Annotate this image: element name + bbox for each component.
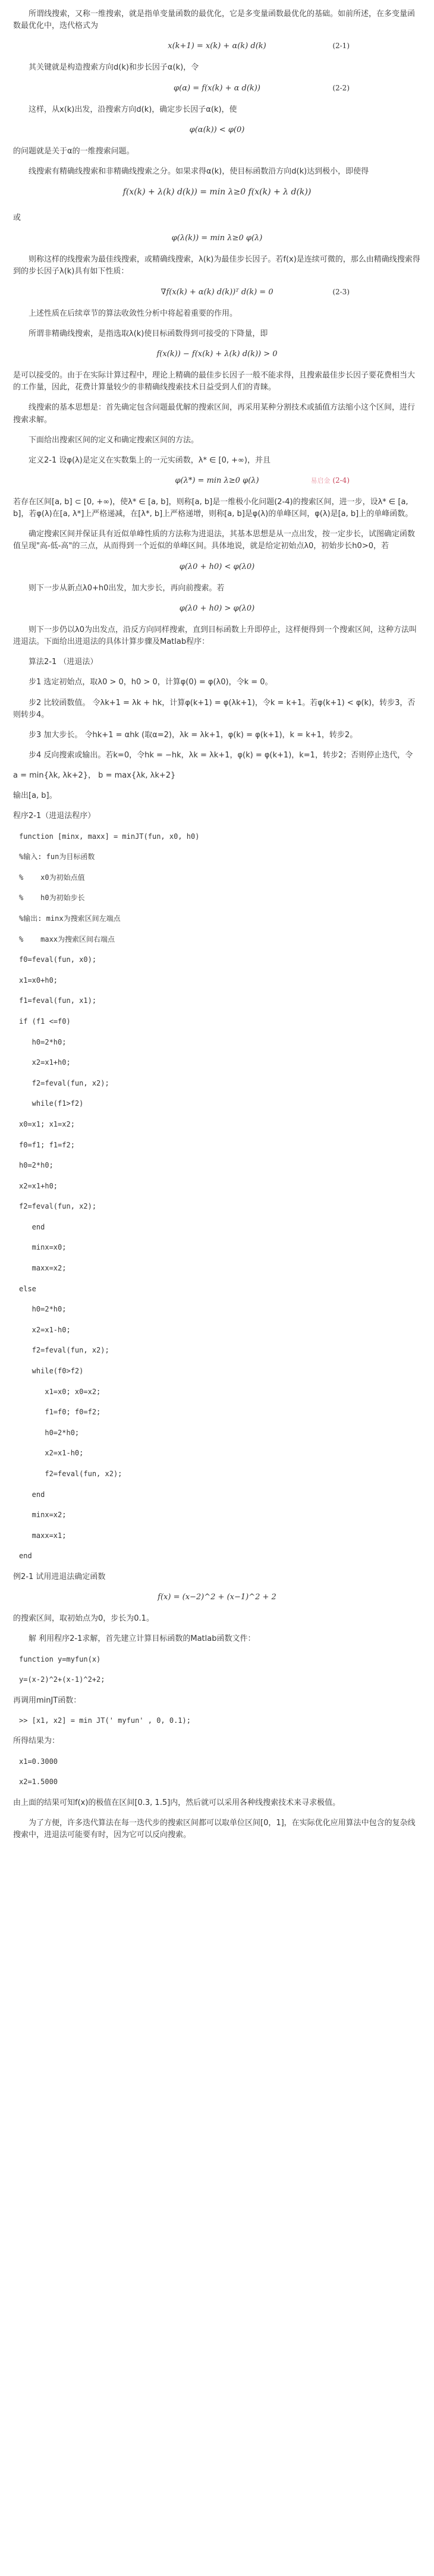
code-line: f2=feval(fun, x2);: [19, 1202, 97, 1211]
code-line: f2=feval(fun, x2);: [19, 1346, 109, 1355]
formula: [13, 186, 421, 199]
algorithm-step: 步3 加大步长。 令hk+1 = αhk (取α=2)，λk = λk+1，φ(k) = φ(k+1)，k = k+1，转步2。: [29, 730, 358, 740]
code-line: else: [19, 1284, 36, 1293]
code-line: end: [19, 1490, 45, 1499]
program-title: 程序2-1（进退法程序）: [13, 812, 96, 821]
code-line: f2=feval(fun, x2);: [19, 1470, 122, 1478]
algorithm-step: 步1 选定初始点，取λ0 > 0，h0 > 0，计算φ(0) = φ(λ0)，令k = 0。: [29, 678, 273, 687]
code-line: f0=f1; f1=f2;: [19, 1140, 75, 1149]
formula: [13, 348, 421, 360]
code-line: h0=2*h0;: [19, 1428, 80, 1437]
code-line: % x0为初始点值: [19, 873, 85, 882]
code-line: y=(x-2)^2+(x-1)^2+2;: [19, 1675, 105, 1684]
code-line: h0=2*h0;: [19, 1305, 67, 1314]
formula-body: φ(λ0 + h0) < φ(λ0): [179, 562, 255, 571]
paragraph: 或: [13, 213, 21, 222]
algorithm-step: 步4 反向搜索或输出。若k=0，令hk = −hk，λk = λk+1，φ(k) = φ(k+1)，k=1，转步2；否则停止迭代，令: [29, 751, 413, 760]
code-line: f1=f0; f0=f2;: [19, 1408, 101, 1417]
code-line: x2=x1-h0;: [19, 1449, 84, 1458]
code-line: f1=feval(fun, x1);: [19, 996, 97, 1005]
paragraph: 是可以接受的。由于在实际计算过程中，理论上精确的最佳步长因子一般不能求得，且搜索最佳步长因子要花费相当大的工作量，因此，花费计算量较少的非精确线搜索技术日益受到人们的青睐。: [13, 371, 416, 392]
paragraph: 解 利用程序2-1求解，首先建立计算目标函数的Matlab函数文件：: [29, 1634, 256, 1644]
code-line: maxx=x1;: [19, 1531, 67, 1540]
paragraph: 所谓非精确线搜索，是指选取λ(k)使目标函数得到可接受的下降量，即: [29, 329, 268, 338]
formula-body: φ(λ0 + h0) > φ(λ0): [179, 603, 255, 613]
algorithm-output: a = min{λk, λk+2}， b = max{λk, λk+2}: [13, 771, 176, 781]
code-line: if (f1 <=f0): [19, 1017, 71, 1026]
example-title: 例2-1 试用进退法确定函数: [13, 1572, 106, 1581]
formula-body: φ(λ*) = min λ≥0 φ(λ): [175, 476, 259, 485]
formula: [13, 475, 421, 487]
result-line: x1=0.3000: [19, 1757, 58, 1766]
paragraph: 由上面的结果可知f(x)的极值在区间[0.3, 1.5]内，然后就可以采用各种线搜索技术来寻求极值。: [13, 1798, 341, 1807]
paragraph: 所得结果为：: [13, 1737, 60, 1746]
formula: [13, 232, 421, 244]
code-line: while(f0>f2): [19, 1367, 84, 1376]
code-line: % h0为初始步长: [19, 894, 85, 902]
code-line: f2=feval(fun, x2);: [19, 1078, 109, 1087]
code-line: x2=x1-h0;: [19, 1325, 71, 1334]
code-line: h0=2*h0;: [19, 1037, 67, 1046]
equation-number: [307, 475, 350, 486]
paragraph: 若存在区间[a, b] ⊂ [0, +∞)，使λ* ∈ [a, b]，则称[a, b]是一维极小化问题(2-4)的搜索区间，进一步，设λ* ∈ [a, b]，若φ(λ)在[a, λ*]上严格递减，在[λ*, b]上严格递增，则称[a, b]是φ(λ)的单峰区间，φ(λ)是[a, b]上的单峰函数。: [13, 498, 413, 519]
equation-number: (2-3): [332, 287, 350, 296]
formula-body: f(x(k)) − f(x(k) + λ(k) d(k)) > 0: [156, 349, 278, 358]
code-line: function y=myfun(x): [19, 1655, 101, 1663]
paragraph: 定义2-1 设φ(λ)是定义在实数集上的一元实函数，λ* ∈ [0, +∞)，并且: [29, 455, 271, 465]
paragraph: 则称这样的线搜索为最佳线搜索，或精确线搜索，λ(k)为最佳步长因子。若f(x)是连续可微的，那么由精确线搜索得到的步长因子λ(k)具有如下性质：: [13, 255, 420, 276]
paragraph: 线搜索有精确线搜索和非精确线搜索之分。如果求得α(k)，使目标函数沿方向d(k)达到极小，即使得: [29, 167, 369, 177]
code-listing: [13, 831, 421, 1562]
algorithm-step: 步2 比较函数值。 令λk+1 = λk + hk，计算φ(k+1) = φ(λk+1)，令k = k+1。若φ(k+1) < φ(k)，转步3，否则转步4。: [13, 698, 416, 719]
formula: [13, 1591, 421, 1603]
formula: [13, 124, 421, 136]
code-line: end: [19, 1552, 32, 1561]
code-line: minx=x0;: [19, 1243, 67, 1252]
formula: [13, 561, 421, 573]
code-line: while(f1>f2): [19, 1099, 84, 1108]
code-line: maxx=x2;: [19, 1264, 67, 1273]
code-line: % maxx为搜索区间右端点: [19, 935, 115, 943]
paragraph: 上述性质在后续章节的算法收敛性分析中将起着重要的作用。: [29, 309, 238, 318]
watermark: 易启金: [310, 476, 331, 485]
code-line: x2=x1+h0;: [19, 1181, 58, 1190]
formula: [13, 287, 421, 298]
result-line: x2=1.5000: [19, 1778, 58, 1786]
paragraph: 再调用minJT函数：: [13, 1696, 81, 1705]
code-line: minx=x2;: [19, 1511, 67, 1520]
equation-number: (2-2): [332, 83, 350, 92]
code-line: x1=x0; x0=x2;: [19, 1387, 101, 1396]
code-line: x2=x1+h0;: [19, 1058, 71, 1067]
formula-body: f(x) = (x−2)^2 + (x−1)^2 + 2: [158, 1593, 276, 1602]
paragraph: 为了方便，许多迭代算法在每一迭代步的搜索区间都可以取单位区间[0，1]，在实际优化应用算法中包含的复杂线搜索中，进退法可能要有时，因为它可以反向搜索。: [13, 1818, 416, 1840]
paragraph: 这样，从x(k)出发，沿搜索方向d(k)，确定步长因子α(k)，使: [29, 105, 237, 114]
code-line: function [minx, maxx] = minJT(fun, x0, h0): [19, 832, 200, 841]
formula: [13, 603, 421, 615]
code-line: x0=x1; x1=x2;: [19, 1119, 75, 1128]
code-line: %输入: fun为目标函数: [19, 853, 95, 861]
formula-body: φ(λ(k)) = min λ≥0 φ(λ): [171, 234, 263, 243]
paragraph: 则下一步从新点λ0+h0出发，加大步长，再向前搜索。若: [29, 583, 225, 593]
formula-body: φ(α) = f(x(k) + α d(k)): [174, 83, 260, 93]
paragraph: 其关键就是构造搜索方向d(k)和步长因子α(k)，令: [29, 63, 199, 73]
code-line: end: [19, 1222, 45, 1231]
paragraph: 线搜索的基本思想是：首先确定包含问题最优解的搜索区间，再采用某种分割技术或插值方法缩小这个区间，进行搜索求解。: [13, 403, 416, 424]
formula-body: f(x(k) + λ(k) d(k)) = min λ≥0 f(x(k) + λ d(k)): [122, 187, 312, 197]
paragraph: 的问题就是关于α的一维搜索问题。: [13, 146, 134, 156]
code-line: h0=2*h0;: [19, 1161, 54, 1170]
algorithm-output: 输出[a, b]。: [13, 791, 57, 801]
paragraph: 的搜索区间，取初始点为0，步长为0.1。: [13, 1614, 154, 1624]
formula-body: x(k+1) = x(k) + α(k) d(k): [168, 42, 266, 51]
equation-number: (2-1): [332, 42, 350, 51]
formula: [13, 83, 421, 95]
formula-body: ∇f(x(k) + α(k) d(k))ᵀ d(k) = 0: [161, 287, 273, 297]
code-line: x1=x0+h0;: [19, 976, 58, 985]
paragraph: 确定搜索区间并保证具有近似单峰性质的方法称为进退法，其基本思想是从一点出发，按一定步长，试图确定函数值呈现"高-低-高"的三点，从而得到一个近似的单峰区间。具体地说，就是给定初始点λ0，初始步长h0>0，若: [13, 530, 416, 551]
formula: [13, 40, 421, 52]
paragraph: 所谓线搜索，又称一维搜索，就是指单变量函数的最优化，它是多变量函数最优化的基础。如前所述，在多变量函数最优化中，迭代格式为: [13, 10, 416, 31]
code-line: >> [x1, x2] = min JT(' myfun' , 0, 0.1);: [19, 1716, 191, 1725]
paragraph: 下面给出搜索区间的定义和确定搜索区间的方法。: [29, 435, 199, 445]
code-line: f0=feval(fun, x0);: [19, 955, 97, 964]
code-line: %输出: minx为搜索区间左端点: [19, 914, 121, 923]
equation-number-text: (2-4): [332, 476, 350, 485]
paragraph: 则下一步仍以λ0为出发点，沿反方向同样搜索，直到目标函数上升即停止，这样便得到一个搜索区间，这种方法叫进退法。下面给出进退法的具体计算步骤及Matlab程序：: [13, 625, 417, 647]
algorithm-title: 算法2-1 （进退法）: [29, 658, 98, 667]
formula-body: φ(α(k)) < φ(0): [189, 125, 245, 134]
